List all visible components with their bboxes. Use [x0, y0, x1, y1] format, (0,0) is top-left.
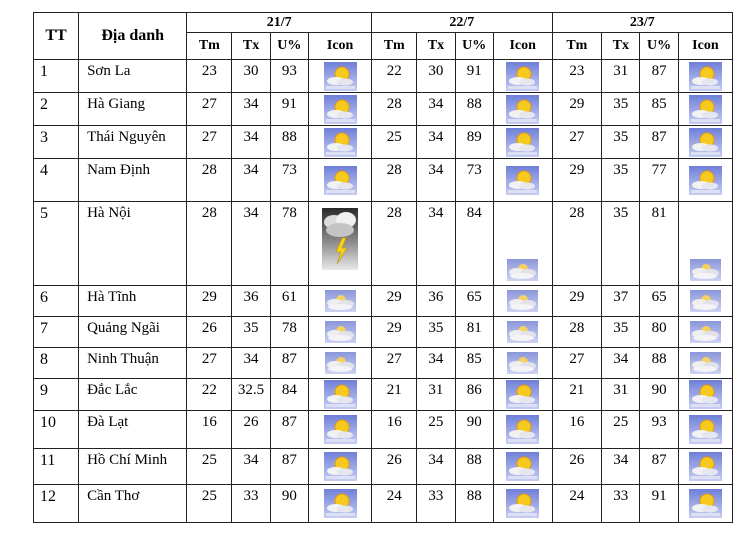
humidity-value: 93 [640, 411, 678, 449]
tx-value: 33 [417, 485, 455, 523]
cloudy-sun-svg [690, 259, 721, 281]
cloudy-sun-icon [507, 292, 538, 308]
tx-value: 31 [602, 379, 640, 411]
table-row [34, 449, 733, 485]
tx-value: 34 [232, 159, 270, 202]
sun-cloud-svg [689, 62, 722, 91]
sun-cloud-icon [324, 67, 357, 83]
thunderstorm-icon [322, 235, 358, 251]
row-index: 7 [34, 317, 79, 348]
table-row [34, 202, 733, 286]
humidity-value: 88 [455, 449, 493, 485]
row-index: 1 [34, 60, 79, 93]
cloudy-sun-icon [690, 323, 721, 339]
sun-cloud-icon [324, 421, 357, 437]
header-col-tx-day-1: Tx [232, 33, 270, 60]
header-col-upct-day-3: U% [640, 33, 678, 60]
weather-icon-cell [493, 93, 552, 126]
weather-icon-cell [678, 348, 732, 379]
tm-value: 29 [552, 93, 602, 126]
humidity-value: 91 [640, 485, 678, 523]
cloudy-sun-svg [325, 290, 356, 312]
tm-value: 16 [372, 411, 417, 449]
tx-value: 35 [602, 202, 640, 286]
sun-cloud-svg [324, 62, 357, 91]
sun-cloud-svg [506, 128, 539, 157]
weather-icon-cell [493, 159, 552, 202]
row-index: 10 [34, 411, 79, 449]
header-col-tm-day-1: Tm [187, 33, 232, 60]
sun-cloud-svg [324, 95, 357, 124]
weather-icon-cell [493, 379, 552, 411]
tx-value: 35 [602, 159, 640, 202]
cloudy-sun-svg [507, 290, 538, 312]
header-col-upct-day-2: U% [455, 33, 493, 60]
table-row [34, 485, 733, 523]
weather-icon-cell [493, 317, 552, 348]
cloudy-sun-icon [325, 354, 356, 370]
place-name: Ninh Thuận [79, 348, 187, 379]
table-row [34, 60, 733, 93]
humidity-value: 81 [455, 317, 493, 348]
humidity-value: 93 [270, 60, 308, 93]
tm-value: 29 [187, 286, 232, 317]
weather-icon-cell [493, 348, 552, 379]
sun-cloud-svg [689, 415, 722, 444]
humidity-value: 61 [270, 286, 308, 317]
header-col-icon-day-3: Icon [678, 33, 732, 60]
tm-value: 27 [552, 126, 602, 159]
tx-value: 36 [232, 286, 270, 317]
sun-cloud-svg [324, 128, 357, 157]
sun-cloud-icon [506, 421, 539, 437]
weather-icon-cell [493, 485, 552, 523]
tm-value: 28 [372, 93, 417, 126]
sun-cloud-icon [324, 133, 357, 149]
header-day-3: 23/7 [552, 13, 732, 33]
tx-value: 35 [417, 317, 455, 348]
row-index: 12 [34, 485, 79, 523]
humidity-value: 88 [640, 348, 678, 379]
sun-cloud-svg [324, 452, 357, 481]
tx-value: 34 [417, 93, 455, 126]
header-col-tm-day-3: Tm [552, 33, 602, 60]
table-row [34, 286, 733, 317]
tm-value: 29 [372, 317, 417, 348]
tx-value: 34 [232, 449, 270, 485]
sun-cloud-icon [506, 67, 539, 83]
humidity-value: 86 [455, 379, 493, 411]
tx-value: 33 [602, 485, 640, 523]
tm-value: 25 [187, 485, 232, 523]
humidity-value: 87 [270, 411, 308, 449]
weather-icon-cell [678, 485, 732, 523]
tm-value: 28 [552, 202, 602, 286]
cloudy-sun-svg [690, 290, 721, 312]
tx-value: 31 [602, 60, 640, 93]
sun-cloud-icon [506, 171, 539, 187]
tx-value: 34 [602, 449, 640, 485]
sun-cloud-svg [689, 380, 722, 409]
tm-value: 28 [552, 317, 602, 348]
header-day-2: 22/7 [372, 13, 552, 33]
row-index: 2 [34, 93, 79, 126]
table-row [34, 348, 733, 379]
place-name: Thái Nguyên [79, 126, 187, 159]
humidity-value: 90 [455, 411, 493, 449]
place-name: Hà Tĩnh [79, 286, 187, 317]
sun-cloud-svg [324, 380, 357, 409]
row-index: 11 [34, 449, 79, 485]
cloudy-sun-icon [690, 261, 721, 277]
weather-icon-cell [678, 202, 732, 286]
weather-icon-cell [678, 379, 732, 411]
humidity-value: 87 [270, 449, 308, 485]
tx-value: 30 [232, 60, 270, 93]
header-day-1: 21/7 [187, 13, 372, 33]
tx-value: 25 [602, 411, 640, 449]
humidity-value: 84 [455, 202, 493, 286]
tm-value: 26 [187, 317, 232, 348]
header-col-icon-day-2: Icon [493, 33, 552, 60]
tx-value: 30 [417, 60, 455, 93]
place-name: Nam Định [79, 159, 187, 202]
sun-cloud-icon [506, 458, 539, 474]
row-index: 4 [34, 159, 79, 202]
tx-value: 34 [417, 159, 455, 202]
cloudy-sun-icon [325, 323, 356, 339]
tx-value: 35 [602, 317, 640, 348]
place-name: Cần Thơ [79, 485, 187, 523]
table-row [34, 317, 733, 348]
tm-value: 24 [372, 485, 417, 523]
weather-icon-cell [678, 317, 732, 348]
tm-value: 28 [372, 159, 417, 202]
sun-cloud-icon [324, 458, 357, 474]
weather-icon-cell [309, 126, 372, 159]
header-col-tx-day-2: Tx [417, 33, 455, 60]
humidity-value: 88 [455, 485, 493, 523]
weather-forecast-table-container [33, 12, 733, 537]
cloudy-sun-icon [507, 323, 538, 339]
humidity-value: 87 [640, 126, 678, 159]
tm-value: 23 [187, 60, 232, 93]
tx-value: 34 [417, 126, 455, 159]
cloudy-sun-icon [507, 354, 538, 370]
cloudy-sun-svg [507, 321, 538, 343]
table-row [34, 411, 733, 449]
humidity-value: 73 [270, 159, 308, 202]
weather-icon-cell [309, 93, 372, 126]
cloudy-sun-icon [690, 292, 721, 308]
weather-icon-cell [309, 379, 372, 411]
weather-icon-cell [678, 159, 732, 202]
header-tt: TT [34, 13, 79, 60]
weather-icon-cell [678, 286, 732, 317]
humidity-value: 73 [455, 159, 493, 202]
weather-icon-cell [309, 317, 372, 348]
tx-value: 34 [232, 348, 270, 379]
sun-cloud-svg [324, 415, 357, 444]
tm-value: 26 [552, 449, 602, 485]
sun-cloud-icon [689, 171, 722, 187]
tm-value: 27 [552, 348, 602, 379]
tm-value: 28 [372, 202, 417, 286]
cloudy-sun-svg [325, 321, 356, 343]
humidity-value: 78 [270, 317, 308, 348]
sun-cloud-icon [689, 100, 722, 116]
tm-value: 28 [187, 159, 232, 202]
weather-icon-cell [493, 126, 552, 159]
cloudy-sun-svg [507, 352, 538, 374]
tm-value: 27 [187, 93, 232, 126]
tx-value: 25 [417, 411, 455, 449]
cloudy-sun-icon [507, 261, 538, 277]
tm-value: 21 [372, 379, 417, 411]
humidity-value: 91 [270, 93, 308, 126]
weather-forecast-table [33, 12, 733, 523]
humidity-value: 65 [455, 286, 493, 317]
tm-value: 27 [372, 348, 417, 379]
sun-cloud-icon [324, 100, 357, 116]
weather-icon-cell [678, 411, 732, 449]
table-row [34, 159, 733, 202]
sun-cloud-icon [506, 100, 539, 116]
weather-icon-cell [493, 286, 552, 317]
place-name: Đắc Lắc [79, 379, 187, 411]
row-index: 5 [34, 202, 79, 286]
header-col-tx-day-3: Tx [602, 33, 640, 60]
tx-value: 34 [232, 202, 270, 286]
tx-value: 33 [232, 485, 270, 523]
row-index: 6 [34, 286, 79, 317]
weather-icon-cell [678, 60, 732, 93]
sun-cloud-svg [324, 489, 357, 518]
thunderstorm-svg [322, 208, 358, 280]
weather-icon-cell [309, 348, 372, 379]
tx-value: 35 [602, 126, 640, 159]
tx-value: 35 [232, 317, 270, 348]
row-index: 3 [34, 126, 79, 159]
humidity-value: 65 [640, 286, 678, 317]
place-name: Sơn La [79, 60, 187, 93]
cloudy-sun-svg [325, 352, 356, 374]
tx-value: 31 [417, 379, 455, 411]
tx-value: 36 [417, 286, 455, 317]
table-row [34, 379, 733, 411]
weather-icon-cell [309, 411, 372, 449]
cloudy-sun-icon [690, 354, 721, 370]
tm-value: 29 [552, 159, 602, 202]
weather-icon-cell [493, 449, 552, 485]
humidity-value: 84 [270, 379, 308, 411]
sun-cloud-icon [689, 458, 722, 474]
tm-value: 16 [552, 411, 602, 449]
sun-cloud-icon [506, 133, 539, 149]
tm-value: 21 [552, 379, 602, 411]
sun-cloud-svg [689, 166, 722, 195]
tm-value: 22 [372, 60, 417, 93]
weather-icon-cell [678, 126, 732, 159]
sun-cloud-icon [324, 495, 357, 511]
tx-value: 26 [232, 411, 270, 449]
sun-cloud-svg [506, 380, 539, 409]
tx-value: 34 [232, 93, 270, 126]
sun-cloud-icon [689, 495, 722, 511]
tm-value: 25 [372, 126, 417, 159]
humidity-value: 85 [640, 93, 678, 126]
tx-value: 35 [602, 93, 640, 126]
tx-value: 34 [602, 348, 640, 379]
sun-cloud-svg [689, 489, 722, 518]
table-row [34, 126, 733, 159]
sun-cloud-icon [506, 495, 539, 511]
cloudy-sun-icon [325, 292, 356, 308]
humidity-value: 87 [640, 60, 678, 93]
header-col-tm-day-2: Tm [372, 33, 417, 60]
cloudy-sun-svg [690, 352, 721, 374]
tm-value: 24 [552, 485, 602, 523]
weather-icon-cell [309, 286, 372, 317]
weather-icon-cell [493, 202, 552, 286]
tm-value: 26 [372, 449, 417, 485]
weather-icon-cell [309, 449, 372, 485]
humidity-value: 89 [455, 126, 493, 159]
weather-icon-cell [309, 60, 372, 93]
humidity-value: 87 [270, 348, 308, 379]
sun-cloud-svg [689, 95, 722, 124]
sun-cloud-icon [689, 133, 722, 149]
cloudy-sun-svg [507, 259, 538, 281]
tm-value: 25 [187, 449, 232, 485]
sun-cloud-svg [506, 489, 539, 518]
weather-icon-cell [309, 485, 372, 523]
weather-icon-cell [493, 60, 552, 93]
tx-value: 34 [417, 202, 455, 286]
sun-cloud-svg [689, 452, 722, 481]
place-name: Hà Nội [79, 202, 187, 286]
sun-cloud-svg [324, 166, 357, 195]
humidity-value: 80 [640, 317, 678, 348]
tm-value: 28 [187, 202, 232, 286]
header-place-name: Địa danh [79, 13, 187, 60]
tx-value: 34 [232, 126, 270, 159]
tx-value: 32.5 [232, 379, 270, 411]
sun-cloud-svg [506, 62, 539, 91]
humidity-value: 77 [640, 159, 678, 202]
place-name: Hà Giang [79, 93, 187, 126]
place-name: Đà Lạt [79, 411, 187, 449]
place-name: Hồ Chí Minh [79, 449, 187, 485]
header-col-icon-day-1: Icon [309, 33, 372, 60]
weather-icon-cell [678, 449, 732, 485]
sun-cloud-icon [324, 171, 357, 187]
cloudy-sun-svg [690, 321, 721, 343]
weather-icon-cell [309, 202, 372, 286]
header-col-upct-day-1: U% [270, 33, 308, 60]
sun-cloud-icon [324, 386, 357, 402]
tx-value: 34 [417, 348, 455, 379]
sun-cloud-icon [689, 67, 722, 83]
row-index: 9 [34, 379, 79, 411]
sun-cloud-svg [506, 415, 539, 444]
humidity-value: 78 [270, 202, 308, 286]
tm-value: 27 [187, 126, 232, 159]
humidity-value: 81 [640, 202, 678, 286]
sun-cloud-svg [689, 128, 722, 157]
tx-value: 34 [417, 449, 455, 485]
sun-cloud-icon [689, 421, 722, 437]
tm-value: 29 [552, 286, 602, 317]
sun-cloud-icon [689, 386, 722, 402]
sun-cloud-svg [506, 95, 539, 124]
tm-value: 22 [187, 379, 232, 411]
humidity-value: 90 [640, 379, 678, 411]
sun-cloud-svg [506, 452, 539, 481]
humidity-value: 87 [640, 449, 678, 485]
tm-value: 27 [187, 348, 232, 379]
table-row [34, 93, 733, 126]
humidity-value: 91 [455, 60, 493, 93]
place-name: Quảng Ngãi [79, 317, 187, 348]
humidity-value: 88 [455, 93, 493, 126]
tx-value: 37 [602, 286, 640, 317]
tm-value: 16 [187, 411, 232, 449]
weather-icon-cell [493, 411, 552, 449]
tm-value: 29 [372, 286, 417, 317]
humidity-value: 85 [455, 348, 493, 379]
sun-cloud-icon [506, 386, 539, 402]
weather-icon-cell [678, 93, 732, 126]
humidity-value: 88 [270, 126, 308, 159]
sun-cloud-svg [506, 166, 539, 195]
humidity-value: 90 [270, 485, 308, 523]
row-index: 8 [34, 348, 79, 379]
weather-icon-cell [309, 159, 372, 202]
tm-value: 23 [552, 60, 602, 93]
